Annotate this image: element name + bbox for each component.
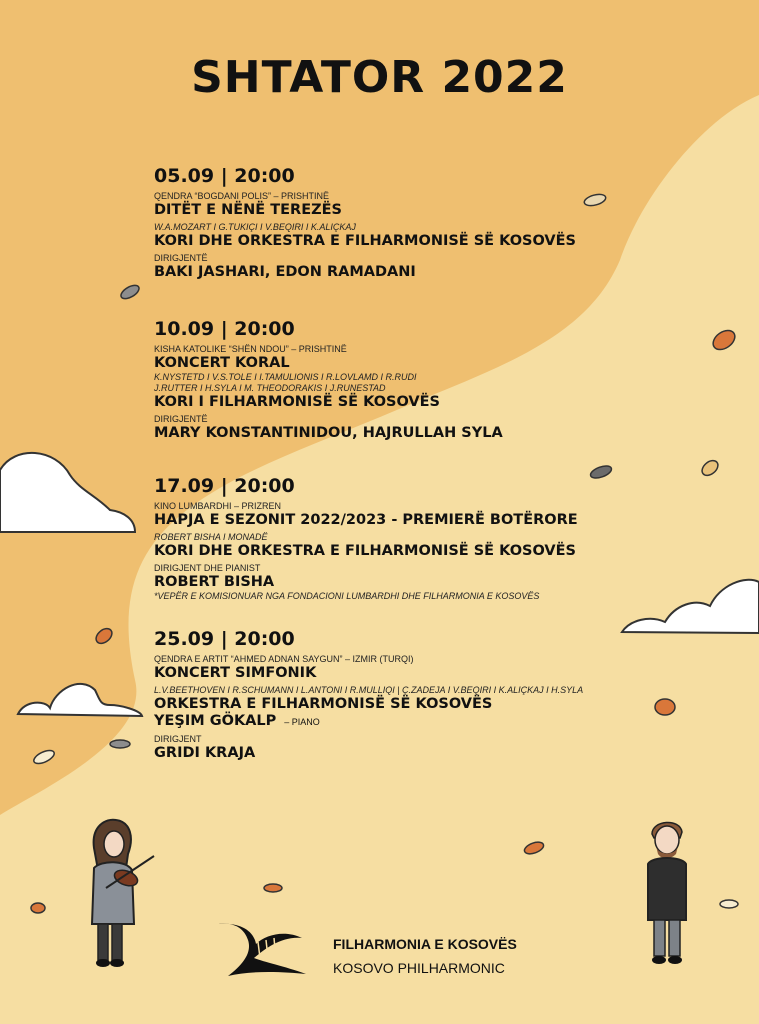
event-soloist-role: – PIANO <box>284 717 320 727</box>
leaf-decoration <box>720 900 738 908</box>
event-block <box>154 474 744 602</box>
philharmonic-logo <box>214 918 310 980</box>
event-venue: KINO LUMBARDHI – PRIZREN <box>154 501 282 511</box>
event-date: 25.09 | 20:00 <box>154 628 295 650</box>
event-performer: KORI DHE ORKESTRA E FILHARMONISË SË KOSOVËS <box>154 233 577 249</box>
event-program-title: DITËT E NËNË TEREZËS <box>154 202 342 218</box>
event-composers: J.RUTTER I H.SYLA I M. THEODORAKIS I J.RUNESTAD <box>154 383 386 393</box>
event-composers: K.NYSTETD I V.S.TOLE I I.TAMULIONIS I R.LOVLAMD I R.RUDI <box>154 372 417 382</box>
leaf-decoration <box>264 884 282 892</box>
brand-name-albanian: FILHARMONIA E KOSOVËS <box>333 936 517 952</box>
brand-name-english: KOSOVO PHILHARMONIC <box>333 960 505 976</box>
event-conductor: MARY KONSTANTINIDOU, HAJRULLAH SYLA <box>154 425 503 441</box>
event-program-title: KONCERT KORAL <box>154 355 290 371</box>
violinist-illustration <box>76 818 160 970</box>
event-block <box>154 317 744 445</box>
event-date: 17.09 | 20:00 <box>154 475 295 497</box>
event-role: DIRIGJENT DHE PIANIST <box>154 563 261 573</box>
event-block <box>154 164 744 284</box>
event-composers: ROBERT BISHA I MONADË <box>154 532 268 542</box>
event-role: DIRIGJENTË <box>154 414 208 424</box>
leaf-decoration <box>31 903 45 913</box>
event-program-title: HAPJA E SEZONIT 2022/2023 - PREMIERË BOTËRORE <box>154 512 578 528</box>
footer-brand <box>333 932 517 980</box>
leaf-decoration <box>110 740 130 748</box>
event-composers: W.A.MOZART I G.TUKIÇI I V.BEQIRI I K.ALIÇKAJ <box>154 222 356 232</box>
page-title: SHTATOR 2022 <box>191 52 568 103</box>
event-date: 10.09 | 20:00 <box>154 318 295 340</box>
event-soloist-line <box>154 713 744 731</box>
event-role: DIRIGJENT <box>154 734 202 744</box>
event-soloist: YEŞIM GÖKALP <box>154 713 277 729</box>
event-performer: KORI DHE ORKESTRA E FILHARMONISË SË KOSOVËS <box>154 543 577 559</box>
event-date: 05.09 | 20:00 <box>154 165 295 187</box>
event-venue: KISHA KATOLIKE “SHËN NDOU” – PRISHTINË <box>154 344 347 354</box>
event-conductor: ROBERT BISHA <box>154 574 275 590</box>
event-note: *VEPËR E KOMISIONUAR NGA FONDACIONI LUMBARDHI DHE FILHARMONIA E KOSOVËS <box>154 591 540 601</box>
event-conductor: BAKI JASHARI, EDON RAMADANI <box>154 264 416 280</box>
event-block <box>154 627 744 765</box>
event-composers: L.V.BEETHOVEN I R.SCHUMANN I L.ANTONI I R.MULLIQI | Ç.ZADEJA I V.BEQIRI I K.ALIÇKAJ I H.SYLA <box>154 685 584 695</box>
event-performer: KORI I FILHARMONISË SË KOSOVËS <box>154 394 440 410</box>
event-venue: QENDRA “BOGDANI POLIS” – PRISHTINË <box>154 191 330 201</box>
event-role: DIRIGJENTË <box>154 253 208 263</box>
event-venue: QENDRA E ARTIT “AHMED ADNAN SAYGUN” – IZMIR (TURQI) <box>154 654 414 664</box>
event-performer: ORKESTRA E FILHARMONISË SË KOSOVËS <box>154 696 493 712</box>
man-illustration <box>640 816 694 970</box>
event-conductor: GRIDI KRAJA <box>154 745 256 761</box>
event-program-title: KONCERT SIMFONIK <box>154 665 317 681</box>
